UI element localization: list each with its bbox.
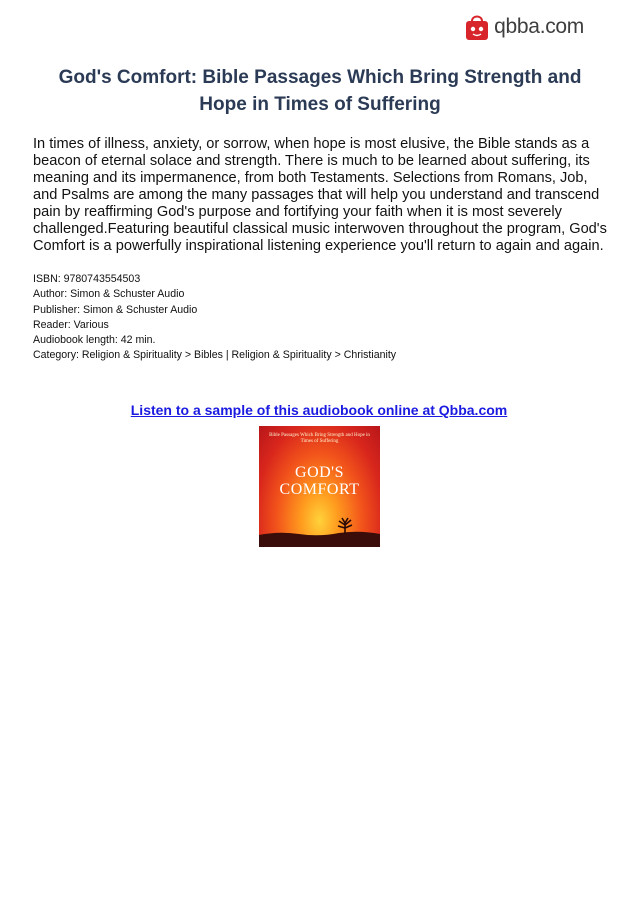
author: Author: Simon & Schuster Audio — [33, 288, 185, 301]
cover-subtitle: Bible Passages Which Bring Strength and Hope in Times of Suffering — [269, 433, 370, 444]
book-description: In times of illness, anxiety, or sorrow, when hope is most elusive, the Bible stands as a beacon of eternal solace and strength. There is much to be learned about suffering, its meaning and its impermanence, from both Testaments. Selections from Romans, Job, and Psalms are among the many passages that will help you understand and transcend pain by reaffirming God's purpose and fortifying your faith when it is most severely challenged.Featuring beautiful classical music interwoven throughout the program, God's Comfort is a powerfully inspirational listening experience you'll return to again and again. — [33, 136, 607, 254]
publisher: Publisher: Simon & Schuster Audio — [33, 303, 198, 316]
logo-text: qbba.com — [494, 15, 584, 38]
book-cover[interactable] — [259, 426, 380, 547]
isbn: ISBN: 9780743554503 — [33, 273, 141, 285]
qbba-logo[interactable] — [464, 12, 584, 42]
shopping-bag-icon — [464, 13, 490, 41]
sample-link[interactable]: Listen to a sample of this audiobook online at Qbba.com — [130, 402, 508, 418]
audiobook-length: Audiobook length: 42 min. — [33, 334, 156, 347]
cover-title-line1: GOD'S — [295, 464, 344, 481]
page-title: God's Comfort: Bible Passages Which Bring Strength and Hope in Times of Suffering — [58, 67, 582, 115]
cover-title-line2: COMFORT — [279, 481, 360, 498]
category: Category: Religion & Spirituality > Bibles | Religion & Spirituality > Christianity — [33, 349, 397, 362]
cover-title — [259, 464, 380, 498]
book-metadata — [33, 272, 608, 364]
reader: Reader: Various — [33, 318, 109, 331]
cover-horizon-silhouette — [259, 517, 380, 547]
